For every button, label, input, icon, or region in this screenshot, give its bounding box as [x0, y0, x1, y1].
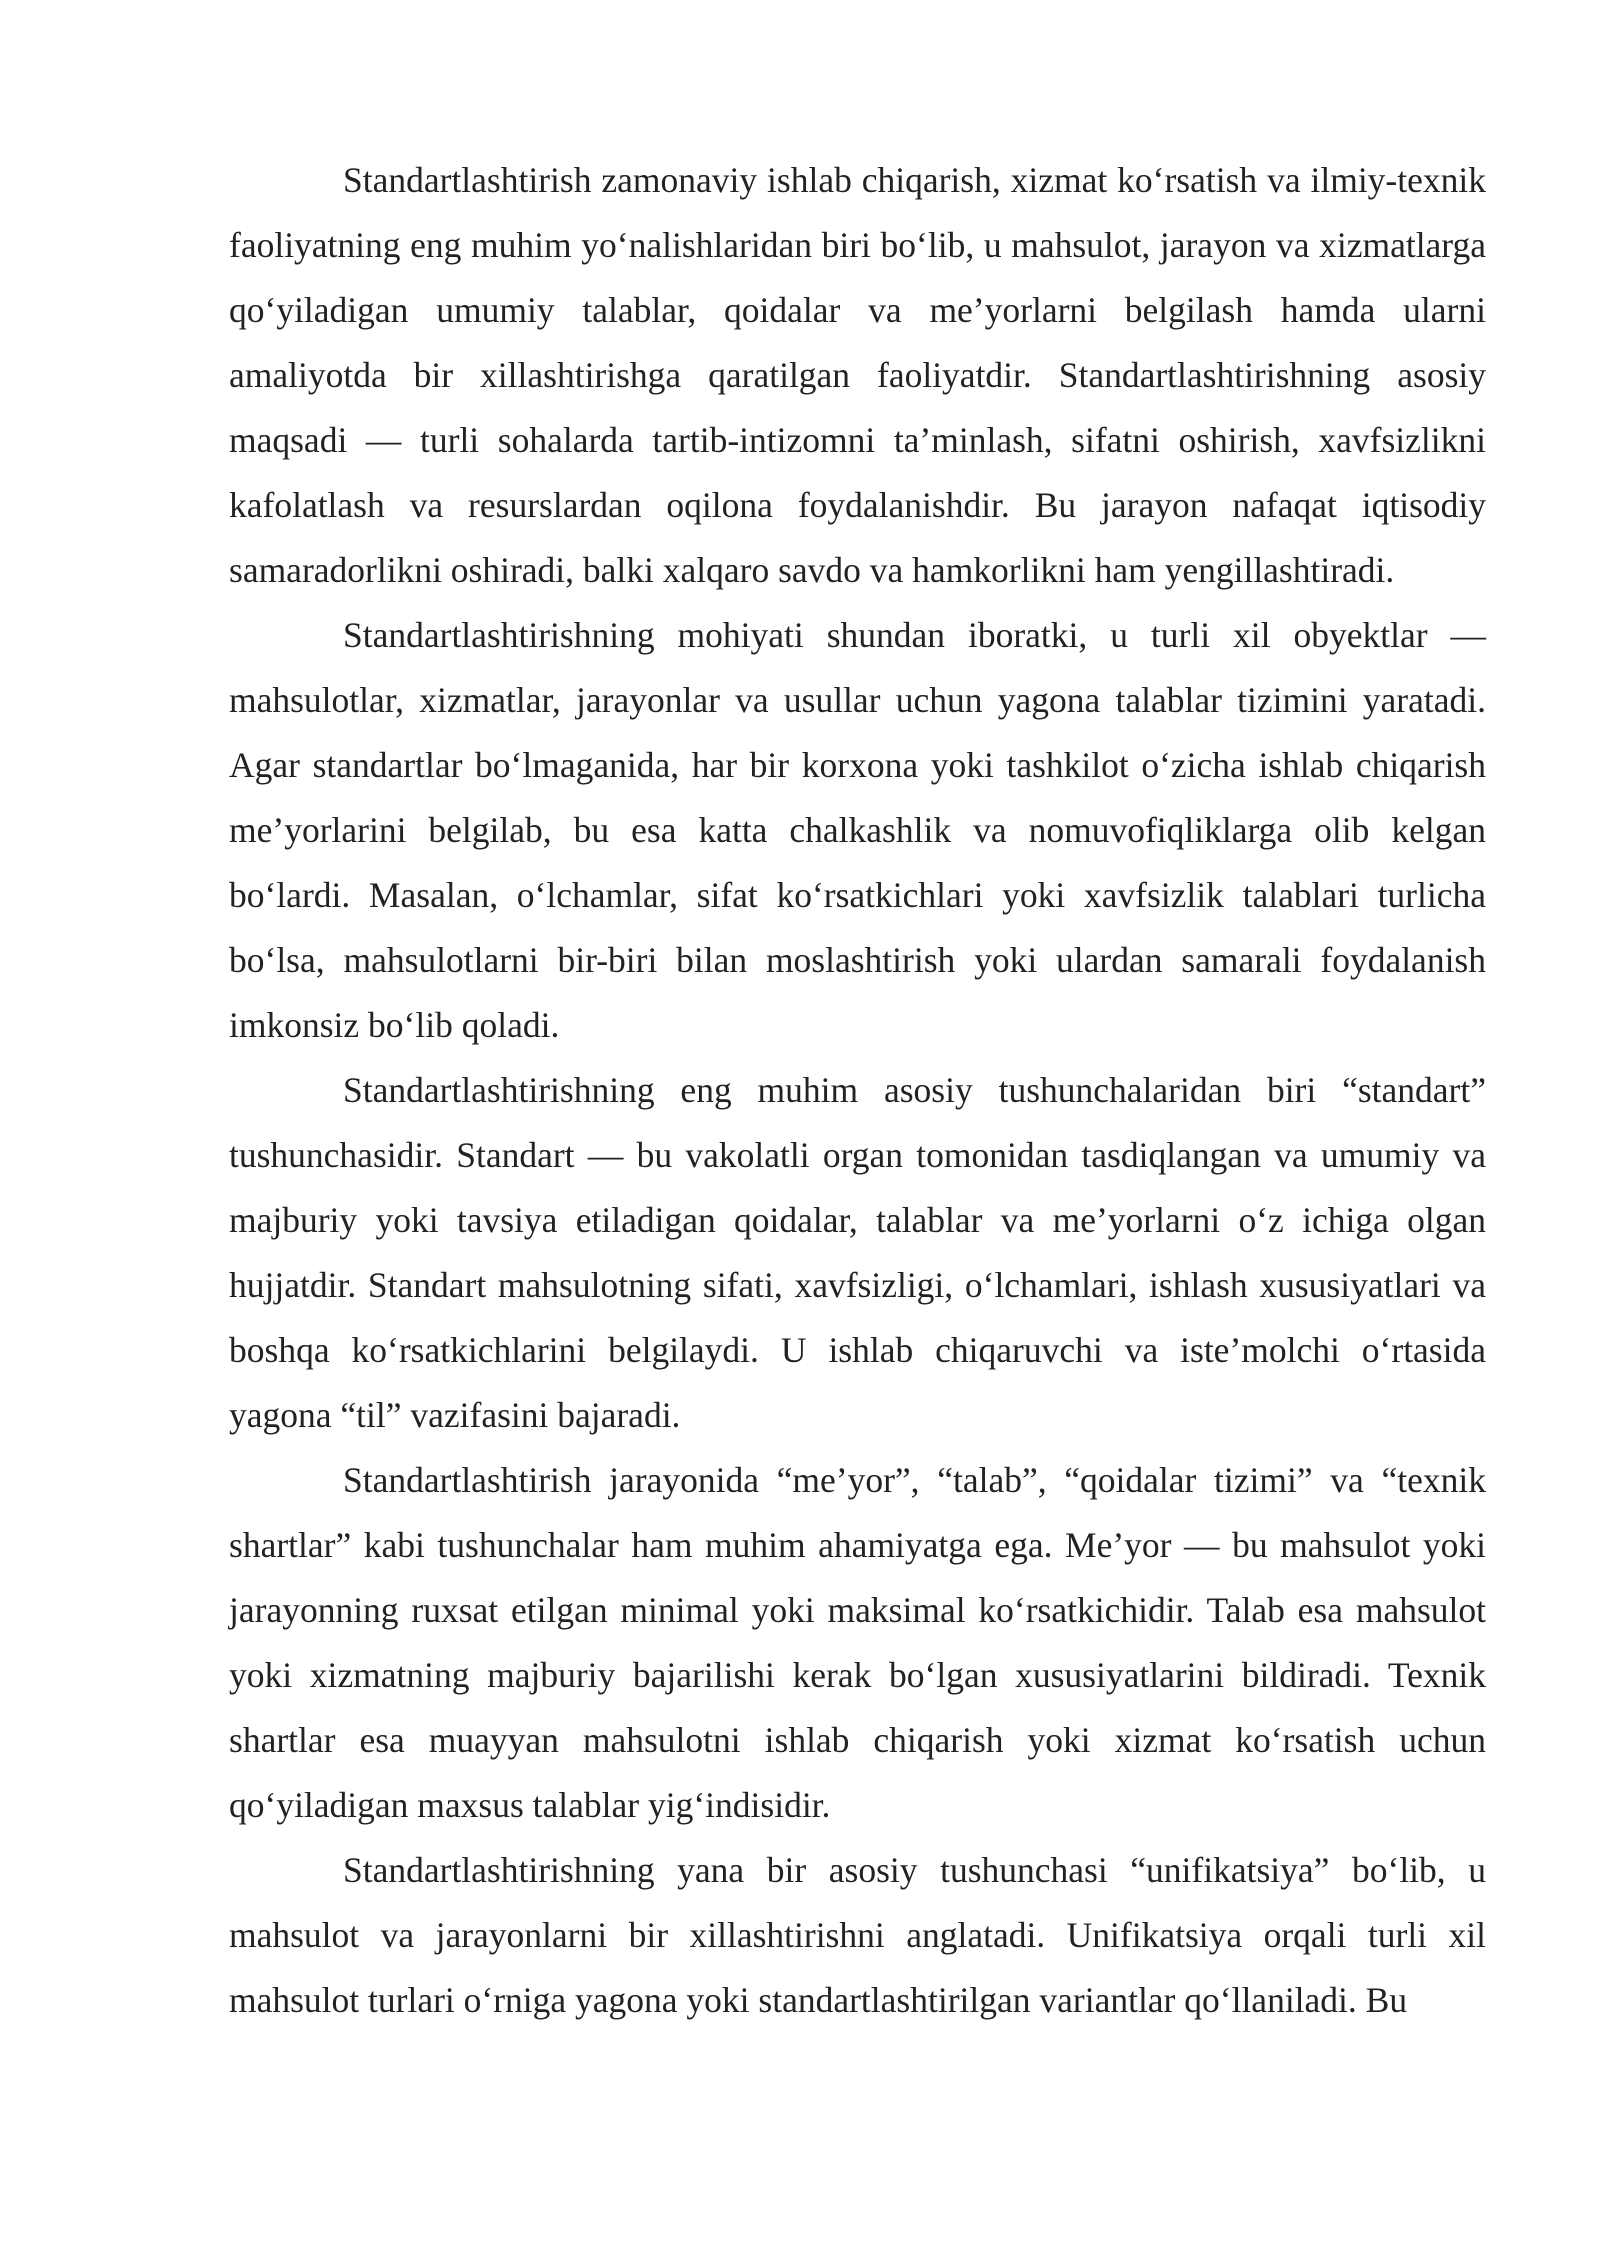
document-page [229, 148, 1486, 2033]
paragraph-standard-concept: Standartlashtirishning eng muhim asosiy tushunchalaridan biri “standart” tushunchasidir. Standart — bu vakolatli organ tomonidan tasdiqlangan va umumiy va majburiy yoki tavsiya etiladigan qoidalar, talablar va me’yorlarni o‘z ichiga olgan hujjatdir. Standart mahsulotning sifati, xavfsizligi, o‘lchamlari, ishlash xususiyatlari va boshqa ko‘rsatkichlarini belgilaydi. U ishlab chiqaruvchi va iste’molchi o‘rtasida yagona “til” vazifasini bajaradi. [229, 1070, 1486, 1435]
paragraph-norms-requirements: Standartlashtirish jarayonida “me’yor”, “talab”, “qoidalar tizimi” va “texnik shartlar” kabi tushunchalar ham muhim ahamiyatga ega. Me’yor — bu mahsulot yoki jarayonning ruxsat etilgan minimal yoki maksimal ko‘rsatkichidir. Talab esa mahsulot yoki xizmatning majburiy bajarilishi kerak bo‘lgan xususiyatlarini bildiradi. Texnik shartlar esa muayyan mahsulotni ishlab chiqarish yoki xizmat ko‘rsatish uchun qo‘yiladigan maxsus talablar yig‘indisidir. [229, 1460, 1486, 1825]
paragraph-standardization-definition: Standartlashtirish zamonaviy ishlab chiqarish, xizmat ko‘rsatish va ilmiy-texnik faoliyatning eng muhim yo‘nalishlaridan biri bo‘lib, u mahsulot, jarayon va xizmatlarga qo‘yiladigan umumiy talablar, qoidalar va me’yorlarni belgilash hamda ularni amaliyotda bir xillashtirishga qaratilgan faoliyatdir. Standartlashtirishning asosiy maqsadi — turli sohalarda tartib-intizomni ta’minlash, sifatni oshirish, xavfsizlikni kafolatlash va resurslardan oqilona foydalanishdir. Bu jarayon nafaqat iqtisodiy samaradorlikni oshiradi, balki xalqaro savdo va hamkorlikni ham yengillashtiradi. [229, 160, 1486, 590]
paragraph-unification: Standartlashtirishning yana bir asosiy tushunchasi “unifikatsiya” bo‘lib, u mahsulot va jarayonlarni bir xillashtirishni anglatadi. Unifikatsiya orqali turli xil mahsulot turlari o‘rniga yagona yoki standartlashtirilgan variantlar qo‘llaniladi. Bu [229, 1850, 1486, 2020]
paragraph-standardization-essence: Standartlashtirishning mohiyati shundan iboratki, u turli xil obyektlar — mahsulotlar, xizmatlar, jarayonlar va usullar uchun yagona talablar tizimini yaratadi. Agar standartlar bo‘lmaganida, har bir korxona yoki tashkilot o‘zicha ishlab chiqarish me’yorlarini belgilab, bu esa katta chalkashlik va nomuvofiqliklarga olib kelgan bo‘lardi. Masalan, o‘lchamlar, sifat ko‘rsatkichlari yoki xavfsizlik talablari turlicha bo‘lsa, mahsulotlarni bir-biri bilan moslashtirish yoki ulardan samarali foydalanish imkonsiz bo‘lib qoladi. [229, 615, 1486, 1045]
